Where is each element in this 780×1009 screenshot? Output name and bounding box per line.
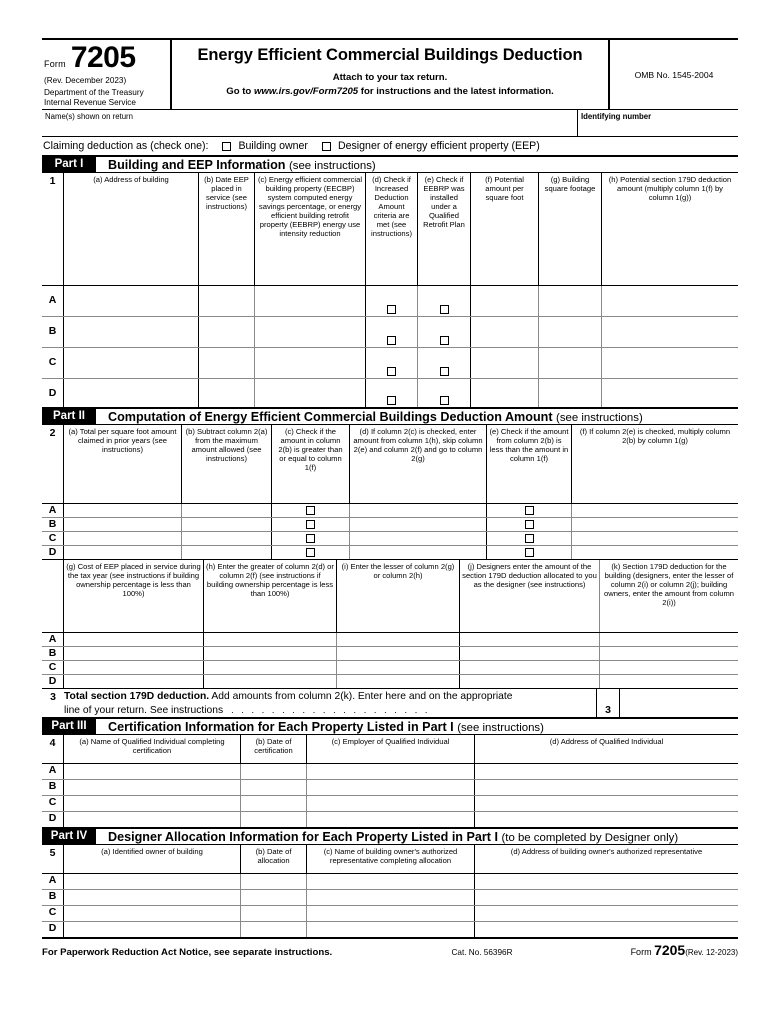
checkbox-2c[interactable] [306, 548, 315, 557]
line-3-text-line2: line of your return. See instructions [64, 705, 224, 717]
part-2-cell-k[interactable] [600, 633, 738, 646]
part-1-tag: Part I [42, 157, 96, 172]
attach-instruction: Attach to your tax return. [332, 72, 448, 83]
part-3-cell-c[interactable] [307, 780, 475, 795]
part-3-note: (see instructions) [457, 721, 544, 734]
part-2-row-letter: C [42, 532, 64, 545]
part-2-row-letter: B [42, 518, 64, 531]
part-4-tag: Part IV [42, 829, 96, 844]
part-4-col-c-header: (c) Name of building owner's authorized representative completing allocation [307, 845, 475, 873]
part-2-cell-i[interactable] [337, 647, 460, 660]
form-7205 [42, 38, 738, 962]
line-3-rest: Add amounts from column 2(k). Enter here and on the appropriate [209, 691, 513, 703]
part-1-cell-d[interactable] [366, 286, 418, 316]
part-1-row-letter: D [42, 379, 64, 407]
part-1-cell-c[interactable] [255, 379, 366, 407]
part-3-cell-b[interactable] [241, 812, 307, 827]
part-1-col-f-header: (f) Potential amount per square foot [471, 173, 539, 285]
part-4-banner [42, 827, 738, 845]
part-2-cell-h[interactable] [204, 647, 337, 660]
form-number: 7205 [70, 41, 136, 74]
part-2-cell-b[interactable] [182, 518, 272, 531]
part-3-row-letter: D [42, 812, 64, 827]
part-2-cell-f[interactable] [572, 518, 738, 531]
table-row[interactable] [42, 379, 738, 407]
part-2-cell-i[interactable] [337, 661, 460, 674]
part-2-cell-c[interactable] [272, 518, 350, 531]
part-1-row-letter: B [42, 317, 64, 347]
part-1-col-a-header: (a) Address of building [64, 173, 199, 285]
part-1-cell-g[interactable] [539, 348, 602, 378]
part-1-header-row [42, 173, 738, 285]
table-row[interactable] [42, 922, 738, 939]
part-4-col-b-header: (b) Date of allocation [241, 845, 307, 873]
table-row[interactable] [42, 518, 738, 532]
part-4-cell-d[interactable] [475, 906, 738, 921]
part-1-cell-a[interactable] [64, 348, 199, 378]
part-2-sub-row-letter: D [42, 675, 64, 688]
part-2-cell-e[interactable] [487, 504, 572, 517]
part-4-cell-b[interactable] [241, 890, 307, 905]
checkbox-increased-deduction[interactable] [387, 305, 396, 314]
part-3-cell-a[interactable] [64, 780, 241, 795]
part-4-cell-b[interactable] [241, 906, 307, 921]
part-2-cell-c[interactable] [272, 504, 350, 517]
part-2-note: (see instructions) [556, 411, 643, 424]
part-2-cell-a[interactable] [64, 504, 182, 517]
part-2-cell-g[interactable] [64, 647, 204, 660]
part-4-title-text: Designer Allocation Information for Each Property Listed in Part I [108, 829, 499, 844]
claim-option-designer-label: Designer of energy efficient property (EEP) [337, 140, 540, 153]
part-1-cell-f[interactable] [471, 317, 539, 347]
checkbox-2e[interactable] [525, 534, 534, 543]
part-4-cell-a[interactable] [64, 874, 241, 889]
part-1-cell-c[interactable] [255, 348, 366, 378]
part-3-cell-a[interactable] [64, 812, 241, 827]
part-3-cell-a[interactable] [64, 764, 241, 779]
part-1-cell-d[interactable] [366, 317, 418, 347]
part-2-cell-b[interactable] [182, 532, 272, 545]
part-3-row-letter: C [42, 796, 64, 811]
part-2-cell-f[interactable] [572, 504, 738, 517]
checkbox-2e[interactable] [525, 506, 534, 515]
department-line-1: Department of the Treasury [44, 88, 144, 97]
part-4-row-letter: C [42, 906, 64, 921]
part-3-col-c-header: (c) Employer of Qualified Individual [307, 735, 475, 763]
part-2-row-letter: D [42, 546, 64, 559]
goto-url: www.irs.gov/Form7205 [253, 86, 359, 97]
part-1-cell-b[interactable] [199, 348, 255, 378]
part-4-cell-c[interactable] [307, 906, 475, 921]
part-2-cell-g[interactable] [64, 675, 204, 688]
part-2-cell-k[interactable] [600, 675, 738, 688]
name-field-label: Name(s) shown on return [45, 112, 133, 122]
line-3-amount-field[interactable] [619, 689, 738, 717]
part-2-cell-a[interactable] [64, 546, 182, 559]
goto-suffix: for instructions and the latest information. [358, 86, 554, 97]
claiming-deduction-label: Claiming deduction as (check one): [43, 140, 209, 153]
part-4-col-a-header: (a) Identified owner of building [64, 845, 241, 873]
part-2-cell-e[interactable] [487, 532, 572, 545]
table-row[interactable] [42, 780, 738, 796]
part-2-cell-e[interactable] [487, 546, 572, 559]
checkbox-eebrp-retrofit[interactable] [440, 336, 449, 345]
part-1-col-h-header: (h) Potential section 179D deduction amount (multiply column 1(f) by column 1(g)) [608, 175, 732, 203]
part-1-col-g-header: (g) Building square footage [539, 173, 602, 285]
part-2-cell-j[interactable] [460, 647, 600, 660]
part-2-col-c-header: (c) Check if the amount in column 2(b) is greater than or equal to column 1(f) [272, 425, 350, 503]
part-3-cell-d[interactable] [475, 764, 738, 779]
part-4-cell-a[interactable] [64, 906, 241, 921]
part-1-col-e-header: (e) Check if EEBRP was installed under a Qualified Retrofit Plan [418, 173, 471, 285]
part-1-cell-h[interactable] [602, 379, 738, 407]
footer-form-word: Form [630, 947, 652, 958]
part-1-row-letter: C [42, 348, 64, 378]
part-2-col-f-header: (f) If column 2(e) is checked, multiply column 2(b) by column 1(g) [579, 427, 731, 446]
part-1-cell-f[interactable] [471, 379, 539, 407]
part-1-col-c-header: (c) Energy efficient commercial building property (EECBP) system computed energy savings percentage, or energy efficient building retrofit property (EEBRP) energy use intensity reduction [255, 173, 366, 285]
part-4-cell-c[interactable] [307, 890, 475, 905]
checkbox-increased-deduction[interactable] [387, 367, 396, 376]
checkbox-eebrp-retrofit[interactable] [440, 396, 449, 405]
part-1-cell-b[interactable] [199, 379, 255, 407]
footer-form-revision: (Rev. 12-2023) [685, 948, 738, 958]
part-1-cell-a[interactable] [64, 379, 199, 407]
paperwork-notice: For Paperwork Reduction Act Notice, see separate instructions. [42, 947, 333, 959]
part-4-cell-c[interactable] [307, 874, 475, 889]
part-3-cell-b[interactable] [241, 764, 307, 779]
checkbox-2c[interactable] [306, 534, 315, 543]
checkbox-eebrp-retrofit[interactable] [440, 305, 449, 314]
checkbox-increased-deduction[interactable] [387, 336, 396, 345]
part-2-cell-i[interactable] [337, 675, 460, 688]
checkbox-2c[interactable] [306, 520, 315, 529]
part-2-sub-line-spacer [42, 560, 64, 632]
part-1-cell-e[interactable] [418, 379, 471, 407]
table-row[interactable] [42, 532, 738, 546]
table-row[interactable] [42, 661, 738, 675]
part-2-cell-a[interactable] [64, 532, 182, 545]
table-row[interactable] [42, 763, 738, 780]
part-1-banner [42, 157, 738, 173]
part-2-cell-d[interactable] [350, 504, 487, 517]
part-2-line-number: 2 [42, 425, 64, 503]
part-1-row-letter: A [42, 286, 64, 316]
checkbox-2e[interactable] [525, 520, 534, 529]
table-row[interactable] [42, 873, 738, 890]
part-4-note: (to be completed by Designer only) [501, 831, 679, 844]
identifying-number-cell[interactable] [578, 110, 738, 136]
part-3-title [108, 720, 544, 734]
part-3-cell-c[interactable] [307, 764, 475, 779]
part-2-col-a-header: (a) Total per square foot amount claimed in prior years (see instructions) [64, 425, 182, 503]
part-1-cell-g[interactable] [539, 379, 602, 407]
part-3-cell-b[interactable] [241, 796, 307, 811]
part-1-cell-e[interactable] [418, 317, 471, 347]
part-4-cell-d[interactable] [475, 874, 738, 889]
part-2-col-b-header: (b) Subtract column 2(a) from the maximum amount allowed (see instructions) [182, 425, 272, 503]
part-2-col-i-header: (i) Enter the lesser of column 2(g) or column 2(h) [337, 560, 460, 632]
footer-form-number: 7205 [654, 942, 686, 959]
part-1-col-b-header: (b) Date EEP placed in service (see instructions) [199, 173, 255, 285]
part-2-cell-g[interactable] [64, 633, 204, 646]
part-1-cell-f[interactable] [471, 286, 539, 316]
form-identity-block [42, 40, 172, 109]
table-row[interactable] [42, 812, 738, 827]
part-1-cell-h[interactable] [602, 286, 738, 316]
part-1-cell-f[interactable] [471, 348, 539, 378]
part-4-row-letter: D [42, 922, 64, 937]
part-1-line-number: 1 [42, 173, 64, 285]
part-2-cell-c[interactable] [272, 532, 350, 545]
part-3-cell-b[interactable] [241, 780, 307, 795]
part-3-cell-d[interactable] [475, 812, 738, 827]
part-4-col-d-header: (d) Address of building owner's authorized representative [510, 847, 703, 857]
table-row[interactable] [42, 317, 738, 348]
part-4-row-letter: A [42, 874, 64, 889]
part-2-cell-d[interactable] [350, 546, 487, 559]
claiming-deduction-row [42, 137, 738, 157]
table-row[interactable] [42, 890, 738, 906]
part-2-col-d-header: (d) If column 2(c) is checked, enter amount from column 1(h), skip column 2(e) and column 2(f) and go to column 2(g) [350, 425, 487, 503]
goto-instruction [176, 86, 604, 97]
part-3-cell-a[interactable] [64, 796, 241, 811]
part-1-cell-e[interactable] [418, 286, 471, 316]
line-3-row [42, 688, 738, 719]
part-2-sub-row-letter: A [42, 633, 64, 646]
part-2-title-text: Computation of Energy Efficient Commercial Buildings Deduction Amount [108, 409, 553, 424]
table-row[interactable] [42, 675, 738, 688]
table-row[interactable] [42, 796, 738, 812]
part-2-col-e-header: (e) Check if the amount from column 2(b) is less than the amount in column 1(f) [487, 425, 572, 503]
claim-option-building-owner-label: Building owner [238, 140, 308, 153]
part-2-subheader-row [42, 559, 738, 632]
footer-form-id [562, 942, 738, 958]
part-2-cell-h[interactable] [204, 661, 337, 674]
part-1-cell-b[interactable] [199, 317, 255, 347]
part-1-cell-a[interactable] [64, 286, 199, 316]
part-3-tag: Part III [42, 719, 96, 734]
part-4-cell-b[interactable] [241, 874, 307, 889]
part-2-title [108, 410, 643, 424]
line-3-bold: Total section 179D deduction. [64, 691, 210, 703]
part-2-cell-b[interactable] [182, 546, 272, 559]
part-1-cell-b[interactable] [199, 286, 255, 316]
part-1-cell-c[interactable] [255, 317, 366, 347]
part-1-note: (see instructions) [288, 159, 376, 172]
part-1-cell-h[interactable] [602, 348, 738, 378]
part-2-banner [42, 407, 738, 425]
part-2-cell-b[interactable] [182, 504, 272, 517]
line-3-text [64, 689, 596, 717]
form-header [42, 38, 738, 110]
identifying-number-label: Identifying number [581, 112, 652, 122]
part-4-cell-d[interactable] [475, 890, 738, 905]
part-2-col-h-header: (h) Enter the greater of column 2(d) or column 2(f) (see instructions if building ownership percentage is less than 100%) [204, 560, 337, 632]
part-2-cell-k[interactable] [600, 647, 738, 660]
part-3-title-text: Certification Information for Each Property Listed in Part I [108, 719, 454, 734]
form-footer [42, 939, 738, 962]
part-2-cell-e[interactable] [487, 518, 572, 531]
part-2-cell-f[interactable] [572, 532, 738, 545]
part-2-tag: Part II [42, 409, 96, 424]
part-2-cell-k[interactable] [600, 661, 738, 674]
part-2-cell-i[interactable] [337, 633, 460, 646]
part-2-cell-g[interactable] [64, 661, 204, 674]
catalog-number: Cat. No. 56396R [451, 948, 513, 958]
part-2-header-row [42, 425, 738, 503]
part-1-col-d-header: (d) Check if Increased Deduction Amount criteria are met (see instructions) [366, 173, 418, 285]
part-4-cell-b[interactable] [241, 922, 307, 937]
line-3-number: 3 [50, 691, 56, 704]
part-2-col-j-header: (j) Designers enter the amount of the section 179D deduction allocated to you as the designer (see instructions) [460, 560, 600, 632]
checkbox-increased-deduction[interactable] [387, 396, 396, 405]
goto-prefix: Go to [226, 86, 254, 97]
part-1-cell-g[interactable] [539, 286, 602, 316]
form-revision: (Rev. December 2023) [44, 76, 127, 85]
part-3-cell-c[interactable] [307, 812, 475, 827]
omb-block [610, 40, 738, 109]
part-1-title-text: Building and EEP Information [108, 157, 286, 172]
table-row[interactable] [42, 285, 738, 317]
part-2-cell-j[interactable] [460, 675, 600, 688]
part-3-col-a-header: (a) Name of Qualified Individual completing certification [64, 735, 241, 763]
part-3-row-letter: A [42, 764, 64, 779]
part-1-cell-e[interactable] [418, 348, 471, 378]
part-2-cell-c[interactable] [272, 546, 350, 559]
leader-dots: . . . . . . . . . . . . . . . . . . . . [225, 705, 431, 716]
part-2-cell-d[interactable] [350, 532, 487, 545]
checkbox-eebrp-retrofit[interactable] [440, 367, 449, 376]
department-line-2: Internal Revenue Service [44, 97, 136, 107]
part-2-cell-j[interactable] [460, 633, 600, 646]
part-2-col-k-header: (k) Section 179D deduction for the building (designers, enter the lesser of column 2(i) or column 2(j); building owners, enter the amount from column 2(i)) [604, 562, 734, 608]
part-4-line-number: 5 [42, 845, 64, 873]
part-2-sub-row-letter: B [42, 647, 64, 660]
form-title-block [172, 40, 610, 109]
part-3-header-row [42, 735, 738, 763]
part-1-cell-d[interactable] [366, 348, 418, 378]
name-field-cell[interactable] [42, 110, 578, 136]
page-title: Energy Efficient Commercial Buildings Deduction [197, 46, 583, 64]
part-1-title [108, 158, 376, 172]
part-4-row-letter: B [42, 890, 64, 905]
part-1-cell-c[interactable] [255, 286, 366, 316]
part-3-col-d-header: (d) Address of Qualified Individual [549, 737, 664, 747]
part-1-cell-h[interactable] [602, 317, 738, 347]
part-2-cell-h[interactable] [204, 633, 337, 646]
part-1-cell-g[interactable] [539, 317, 602, 347]
part-2-row-letter: A [42, 504, 64, 517]
part-4-cell-c[interactable] [307, 922, 475, 937]
table-row[interactable] [42, 546, 738, 559]
checkbox-2c[interactable] [306, 506, 315, 515]
part-2-col-g-header: (g) Cost of EEP placed in service during the tax year (see instructions if building ownership percentage is less than 100%) [64, 560, 204, 632]
part-3-cell-d[interactable] [475, 780, 738, 795]
checkbox-2e[interactable] [525, 548, 534, 557]
part-3-cell-c[interactable] [307, 796, 475, 811]
line-3-box-number: 3 [596, 689, 619, 717]
form-word-label: Form [44, 59, 66, 69]
table-row[interactable] [42, 348, 738, 379]
part-4-header-row [42, 845, 738, 873]
part-4-cell-a[interactable] [64, 890, 241, 905]
part-4-cell-d[interactable] [475, 922, 738, 937]
part-2-cell-f[interactable] [572, 546, 738, 559]
part-3-banner [42, 719, 738, 735]
part-4-title [108, 830, 678, 844]
part-3-line-number: 4 [42, 735, 64, 763]
table-row[interactable] [42, 647, 738, 661]
table-row[interactable] [42, 632, 738, 647]
part-3-col-b-header: (b) Date of certification [241, 735, 307, 763]
part-1-cell-d[interactable] [366, 379, 418, 407]
part-3-cell-d[interactable] [475, 796, 738, 811]
part-1-cell-a[interactable] [64, 317, 199, 347]
taxpayer-identity-row [42, 110, 738, 137]
part-2-cell-j[interactable] [460, 661, 600, 674]
table-row[interactable] [42, 906, 738, 922]
part-2-cell-h[interactable] [204, 675, 337, 688]
part-2-cell-a[interactable] [64, 518, 182, 531]
omb-number: OMB No. 1545-2004 [634, 70, 714, 80]
part-4-cell-a[interactable] [64, 922, 241, 937]
checkbox-building-owner[interactable] [222, 142, 231, 151]
part-2-cell-d[interactable] [350, 518, 487, 531]
checkbox-designer-eep[interactable] [322, 142, 331, 151]
part-2-sub-row-letter: C [42, 661, 64, 674]
table-row[interactable] [42, 503, 738, 518]
part-3-row-letter: B [42, 780, 64, 795]
